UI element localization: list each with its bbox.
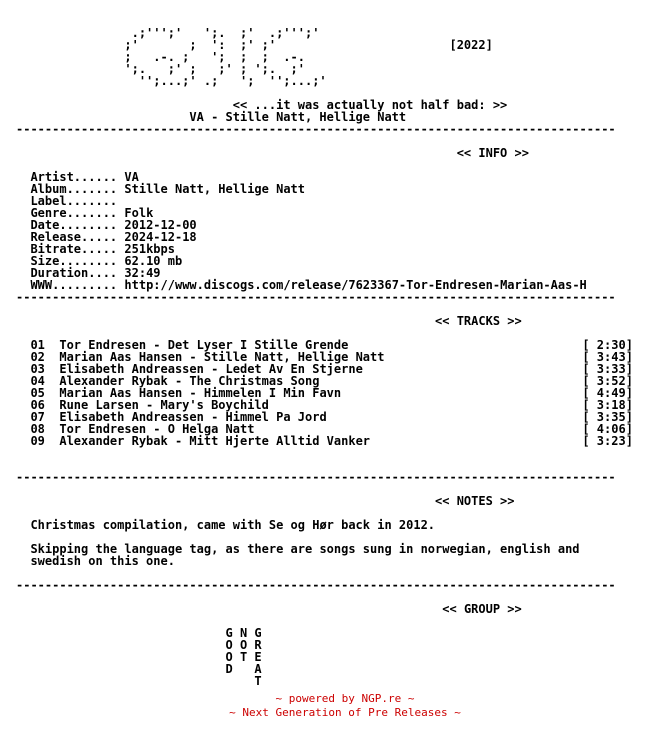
logo-art-line: '';...;' .; '; '';...;' xyxy=(16,74,334,88)
notes-line: Skipping the language tag, as there are songs sung in norwegian, english and xyxy=(30,542,580,556)
track-time: [ 3:43] xyxy=(582,350,633,364)
group-art-line: O O R xyxy=(16,638,262,652)
track-row xyxy=(16,422,633,434)
track-row xyxy=(16,386,633,398)
info-release: Release..... 2024-12-18 xyxy=(30,230,197,244)
track-row xyxy=(16,338,633,350)
track-number: 04 xyxy=(30,374,45,388)
divider: ----------------------------------------------------------------------------------- xyxy=(16,470,616,484)
track-row xyxy=(16,374,633,386)
track-title: Tor Endresen - Det Lyser I Stille Grende xyxy=(59,338,349,352)
divider: ----------------------------------------------------------------------------------- xyxy=(16,578,616,592)
track-time: [ 4:49] xyxy=(582,386,633,400)
track-number: 02 xyxy=(30,350,45,364)
track-row xyxy=(16,410,633,422)
notes-line: Christmas compilation, came with Se og Hør back in 2012. xyxy=(30,518,436,532)
section-header-tracks: << TRACKS >> xyxy=(435,314,522,328)
track-time: [ 4:06] xyxy=(582,422,633,436)
track-title: Alexander Rybak - The Christmas Song xyxy=(59,374,320,388)
track-number: 09 xyxy=(30,434,45,448)
track-title: Tor Endresen - O Helga Natt xyxy=(59,422,255,436)
footer xyxy=(0,692,656,720)
nfo-document xyxy=(16,26,633,686)
track-number: 03 xyxy=(30,362,45,376)
info-album: Album....... Stille Natt, Hellige Natt xyxy=(30,182,306,196)
track-time: [ 3:52] xyxy=(582,374,633,388)
track-time: [ 2:30] xyxy=(582,338,633,352)
info-duration: Duration.... 32:49 xyxy=(30,266,161,280)
track-row xyxy=(16,434,633,446)
track-row xyxy=(16,398,633,410)
logo-art-line: ;' ; ': ;' ;' [2022] xyxy=(16,38,493,52)
track-number: 06 xyxy=(30,398,45,412)
track-row xyxy=(16,362,633,374)
track-title: Alexander Rybak - Mitt Hjerte Alltid Vanker xyxy=(59,434,371,448)
logo-art-line: ; .-. ; '; ; ; .-. xyxy=(16,50,327,64)
track-title: Marian Aas Hansen - Stille Natt, Hellige Natt xyxy=(59,350,385,364)
group-art-line: O T E xyxy=(16,650,262,664)
track-number: 07 xyxy=(30,410,45,424)
track-time: [ 3:33] xyxy=(582,362,633,376)
info-date: Date........ 2012-12-00 xyxy=(30,218,197,232)
info-artist: Artist...... VA xyxy=(30,170,139,184)
track-title: Elisabeth Andreassen - Ledet Av En Stjerne xyxy=(59,362,363,376)
discogs-link[interactable]: http://www.discogs.com/release/7623367-Tor-Endresen-Marian-Aas-H xyxy=(124,278,587,292)
year-tag: [2022] xyxy=(449,38,493,52)
info-genre: Genre....... Folk xyxy=(30,206,154,220)
info-label: Label....... xyxy=(30,194,118,208)
notes-line: swedish on this one. xyxy=(30,554,175,568)
track-title: Elisabeth Andreassen - Himmel Pa Jord xyxy=(59,410,327,424)
track-number: 08 xyxy=(30,422,45,436)
group-art-line: D A xyxy=(16,662,262,676)
track-title: Marian Aas Hansen - Himmelen I Min Favn xyxy=(59,386,342,400)
footer-tagline: ~ Next Generation of Pre Releases ~ xyxy=(229,706,461,719)
logo-art-line: .;''';' ';. ;' .;''';' xyxy=(16,26,334,40)
group-art-line: G N G xyxy=(16,626,262,640)
info-bitrate: Bitrate..... 251kbps xyxy=(30,242,175,256)
divider: ----------------------------------------------------------------------------------- xyxy=(16,290,616,304)
logo-art-line: ';. ;' ; ;' ; ';. ;' xyxy=(16,62,320,76)
track-number: 05 xyxy=(30,386,45,400)
section-header-notes: << NOTES >> xyxy=(435,494,515,508)
info-size: Size........ 62.10 mb xyxy=(30,254,183,268)
track-row xyxy=(16,350,633,362)
group-art-line: T xyxy=(16,674,262,688)
track-time: [ 3:18] xyxy=(582,398,633,412)
track-title: Rune Larsen - Mary's Boychild xyxy=(59,398,269,412)
divider: ----------------------------------------------------------------------------------- xyxy=(16,122,616,136)
track-time: [ 3:23] xyxy=(582,434,633,448)
track-time: [ 3:35] xyxy=(582,410,633,424)
tagline: << ...it was actually not half bad: >> xyxy=(232,98,508,112)
section-header-group: << GROUP >> xyxy=(442,602,522,616)
release-title: VA - Stille Natt, Hellige Natt xyxy=(189,110,407,124)
footer-powered-by[interactable]: ~ powered by NGP.re ~ xyxy=(275,692,415,705)
track-number: 01 xyxy=(30,338,45,352)
section-header-info: << INFO >> xyxy=(456,146,529,160)
info-www: WWW......... http://www.discogs.com/release/7623367-Tor-Endresen-Marian-Aas-H xyxy=(30,278,587,292)
